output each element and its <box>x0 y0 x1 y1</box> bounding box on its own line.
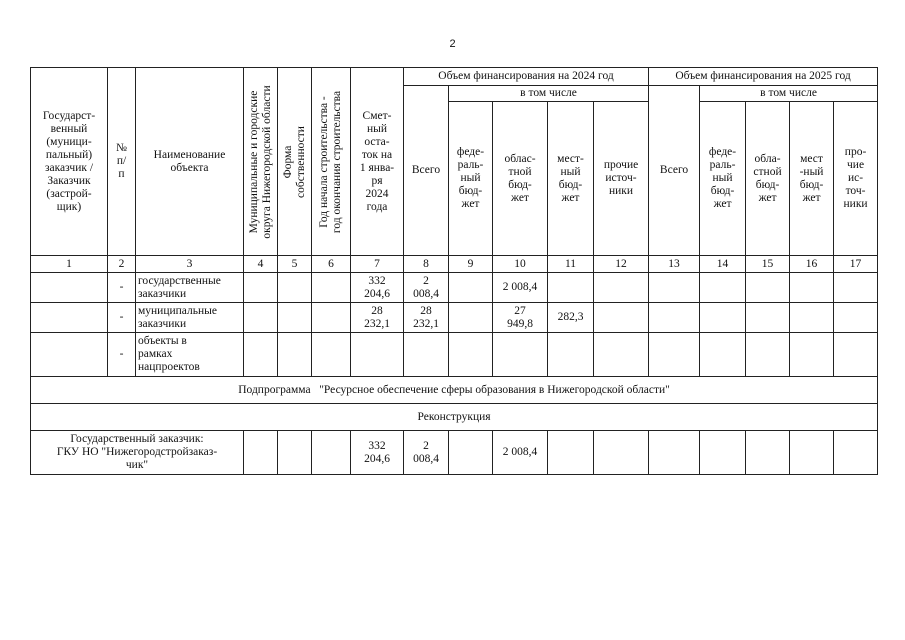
header-local-2024: мест- ный бюд- жет <box>548 102 594 256</box>
subprogram-row <box>31 377 878 404</box>
column-number: 17 <box>834 256 878 273</box>
remaining-cell: 332 204,6 <box>351 273 404 303</box>
federal-2024-cell <box>449 273 493 303</box>
header-other-2025: про- чие ис- точ- ники <box>834 102 878 256</box>
header-number: № п/ п <box>108 68 136 256</box>
row-dash: - <box>108 273 136 303</box>
object-name-cell: муниципальные заказчики <box>136 303 244 333</box>
table-row <box>31 303 878 333</box>
header-other-2024: прочие источ- ники <box>594 102 649 256</box>
column-number: 13 <box>649 256 700 273</box>
total-2024-cell <box>404 333 449 377</box>
column-number: 3 <box>136 256 244 273</box>
column-number: 4 <box>244 256 278 273</box>
object-name-cell: объекты в рамках нацпроектов <box>136 333 244 377</box>
header-regional-2024: облас- тной бюд- жет <box>493 102 548 256</box>
header-including-2024: в том числе <box>449 86 649 102</box>
total-2024-cell: 2 008,4 <box>404 431 449 475</box>
header-regional-2025: обла- стной бюд- жет <box>746 102 790 256</box>
regional-2024-cell: 27 949,8 <box>493 303 548 333</box>
header-total-2024: Всего <box>404 86 449 256</box>
header-federal-2025: феде- раль- ный бюд- жет <box>700 102 746 256</box>
column-number: 9 <box>449 256 493 273</box>
remaining-cell: 28 232,1 <box>351 303 404 333</box>
local-2024-cell <box>548 273 594 303</box>
header-years: Год начала строительства - год окончания строительства <box>312 68 351 256</box>
federal-2024-cell <box>449 303 493 333</box>
column-number: 6 <box>312 256 351 273</box>
row-dash: - <box>108 303 136 333</box>
section-row <box>31 404 878 431</box>
section-title: Реконструкция <box>31 404 878 431</box>
header-federal-2024: феде- раль- ный бюд- жет <box>449 102 493 256</box>
local-2024-cell <box>548 333 594 377</box>
header-remaining: Смет- ный оста- ток на 1 янва- ря 2024 года <box>351 68 404 256</box>
column-number: 14 <box>700 256 746 273</box>
row-dash: - <box>108 333 136 377</box>
column-number: 2 <box>108 256 136 273</box>
regional-2024-cell: 2 008,4 <box>493 431 548 475</box>
local-2024-cell: 282,3 <box>548 303 594 333</box>
financing-table <box>30 67 878 475</box>
column-number: 16 <box>790 256 834 273</box>
column-number: 1 <box>31 256 108 273</box>
header-including-2025: в том числе <box>700 86 878 102</box>
regional-2024-cell <box>493 333 548 377</box>
other-2024-cell <box>594 303 649 333</box>
customer-row <box>31 431 878 475</box>
header-municipality: Муниципальные и городские округа Нижегородской области <box>244 68 278 256</box>
table-row <box>31 333 878 377</box>
other-2024-cell <box>594 333 649 377</box>
header-financing-2025: Объем финансирования на 2025 год <box>649 68 878 86</box>
subprogram-title: Подпрограмма "Ресурсное обеспечение сферы образования в Нижегородской области" <box>31 377 878 404</box>
column-number: 7 <box>351 256 404 273</box>
other-2024-cell <box>594 273 649 303</box>
total-2024-cell: 2 008,4 <box>404 273 449 303</box>
remaining-cell: 332 204,6 <box>351 431 404 475</box>
column-numbers-row <box>31 256 878 273</box>
header-local-2025: мест -ный бюд- жет <box>790 102 834 256</box>
object-name-cell: государственные заказчики <box>136 273 244 303</box>
header-financing-2024: Объем финансирования на 2024 год <box>404 68 649 86</box>
header-total-2025: Всего <box>649 86 700 256</box>
remaining-cell <box>351 333 404 377</box>
column-number: 11 <box>548 256 594 273</box>
column-number: 12 <box>594 256 649 273</box>
regional-2024-cell: 2 008,4 <box>493 273 548 303</box>
column-number: 5 <box>278 256 312 273</box>
page-number: 2 <box>449 38 456 50</box>
column-number: 10 <box>493 256 548 273</box>
table-row <box>31 273 878 303</box>
customer-name: Государственный заказчик: ГКУ НО "Нижегородстройзаказ- чик" <box>31 431 244 475</box>
column-number: 8 <box>404 256 449 273</box>
header-object-name: Наименование объекта <box>136 68 244 256</box>
header-ownership: Форма собственности <box>278 68 312 256</box>
federal-2024-cell <box>449 333 493 377</box>
header-customer: Государст- венный (муници- пальный) заказчик / Заказчик (застрой- щик) <box>31 68 108 256</box>
column-number: 15 <box>746 256 790 273</box>
total-2024-cell: 28 232,1 <box>404 303 449 333</box>
